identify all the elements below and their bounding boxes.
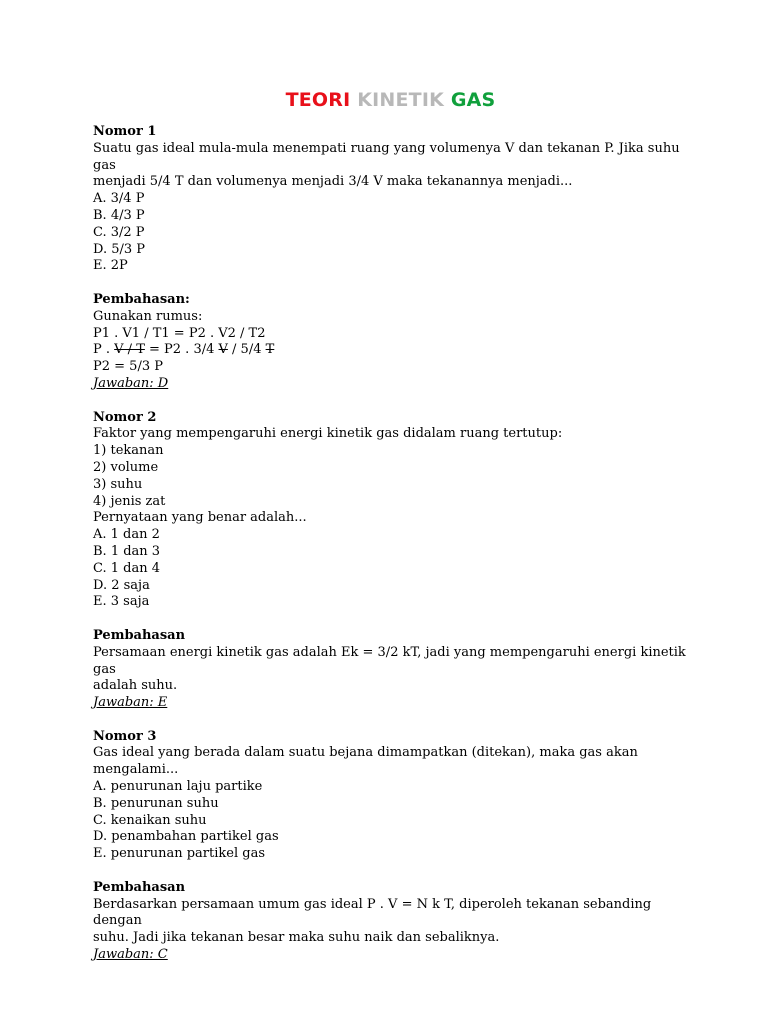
solution-1-heading: Pembahasan:: [93, 291, 190, 307]
question-3-option-d: D. penambahan partikel gas: [93, 829, 279, 845]
answer-3: Jawaban: C: [93, 947, 168, 963]
solution-1-line-3-start: P .: [93, 342, 115, 358]
cancelled-t: T: [265, 342, 275, 358]
document-title: [93, 88, 688, 112]
question-2-option-b: B. 1 dan 3: [93, 543, 161, 559]
title-word-gas: GAS: [450, 89, 496, 111]
question-3-text-line-1: Gas ideal yang berada dalam suatu bejana dimampatkan (ditekan), maka gas akan: [93, 745, 638, 761]
question-3-option-a: A. penurunan laju partike: [93, 779, 263, 795]
question-1-option-e: E. 2P: [93, 258, 128, 274]
question-2-item-3: 3) suhu: [93, 476, 143, 492]
question-1-option-a: A. 3/4 P: [93, 191, 145, 207]
question-3-heading: Nomor 3: [93, 728, 157, 744]
solution-3-line-1: Berdasarkan persamaan umum gas ideal P . V = N k T, diperoleh tekanan sebanding dengan: [93, 896, 656, 929]
solution-2-line-2: adalah suhu.: [93, 678, 178, 694]
question-1-option-b: B. 4/3 P: [93, 207, 145, 223]
question-2-option-c: C. 1 dan 4: [93, 560, 160, 576]
question-2-heading: Nomor 2: [93, 409, 157, 425]
question-3-option-e: E. penurunan partikel gas: [93, 846, 266, 862]
question-1-option-c: C. 3/2 P: [93, 224, 145, 240]
answer-2: Jawaban: E: [93, 695, 168, 711]
question-2-item-1: 1) tekanan: [93, 443, 164, 459]
cancelled-v: V: [218, 342, 228, 358]
question-2-text-line-1: Faktor yang mempengaruhi energi kinetik gas didalam ruang tertutup:: [93, 426, 563, 442]
solution-3-line-2: suhu. Jadi jika tekanan besar maka suhu naik dan sebaliknya.: [93, 930, 500, 946]
question-3-option-c: C. kenaikan suhu: [93, 812, 207, 828]
solution-3-heading: Pembahasan: [93, 879, 186, 895]
question-2-text-line-2: Pernyataan yang benar adalah...: [93, 510, 307, 526]
solution-1-line-1: Gunakan rumus:: [93, 308, 203, 324]
question-1-text-line-2: menjadi 5/4 T dan volumenya menjadi 3/4 V maka tekanannya menjadi...: [93, 174, 573, 190]
solution-1-line-2: P1 . V1 / T1 = P2 . V2 / T2: [93, 325, 266, 341]
solution-2-line-1: Persamaan energi kinetik gas adalah Ek = 3/2 kT, jadi yang mempengaruhi energi kinetik gas: [93, 644, 690, 677]
question-2-option-e: E. 3 saja: [93, 594, 150, 610]
solution-1-line-3-middle-2: / 5/4: [227, 342, 266, 358]
solution-1-line-4: P2 = 5/3 P: [93, 359, 163, 375]
question-1-text-line-1: Suatu gas ideal mula-mula menempati ruang yang volumenya V dan tekanan P. Jika suhu gas: [93, 140, 684, 173]
question-2-option-d: D. 2 saja: [93, 577, 150, 593]
question-2-option-a: A. 1 dan 2: [93, 527, 160, 543]
title-word-teori: TEORI: [285, 89, 351, 111]
cancelled-v-over-t: V / T: [114, 342, 145, 358]
question-2-item-2: 2) volume: [93, 459, 159, 475]
question-3-option-b: B. penurunan suhu: [93, 795, 219, 811]
solution-2-heading: Pembahasan: [93, 627, 186, 643]
title-word-kinetik: KINETIK: [357, 89, 445, 111]
solution-1-line-3: [93, 342, 688, 359]
solution-1-line-3-middle: = P2 . 3/4: [144, 342, 219, 358]
answer-1: Jawaban: D: [93, 375, 169, 391]
question-2-item-4: 4) jenis zat: [93, 493, 166, 509]
question-3-text-line-2: mengalami...: [93, 762, 179, 778]
question-1-option-d: D. 5/3 P: [93, 241, 146, 257]
question-1-heading: Nomor 1: [93, 124, 157, 139]
